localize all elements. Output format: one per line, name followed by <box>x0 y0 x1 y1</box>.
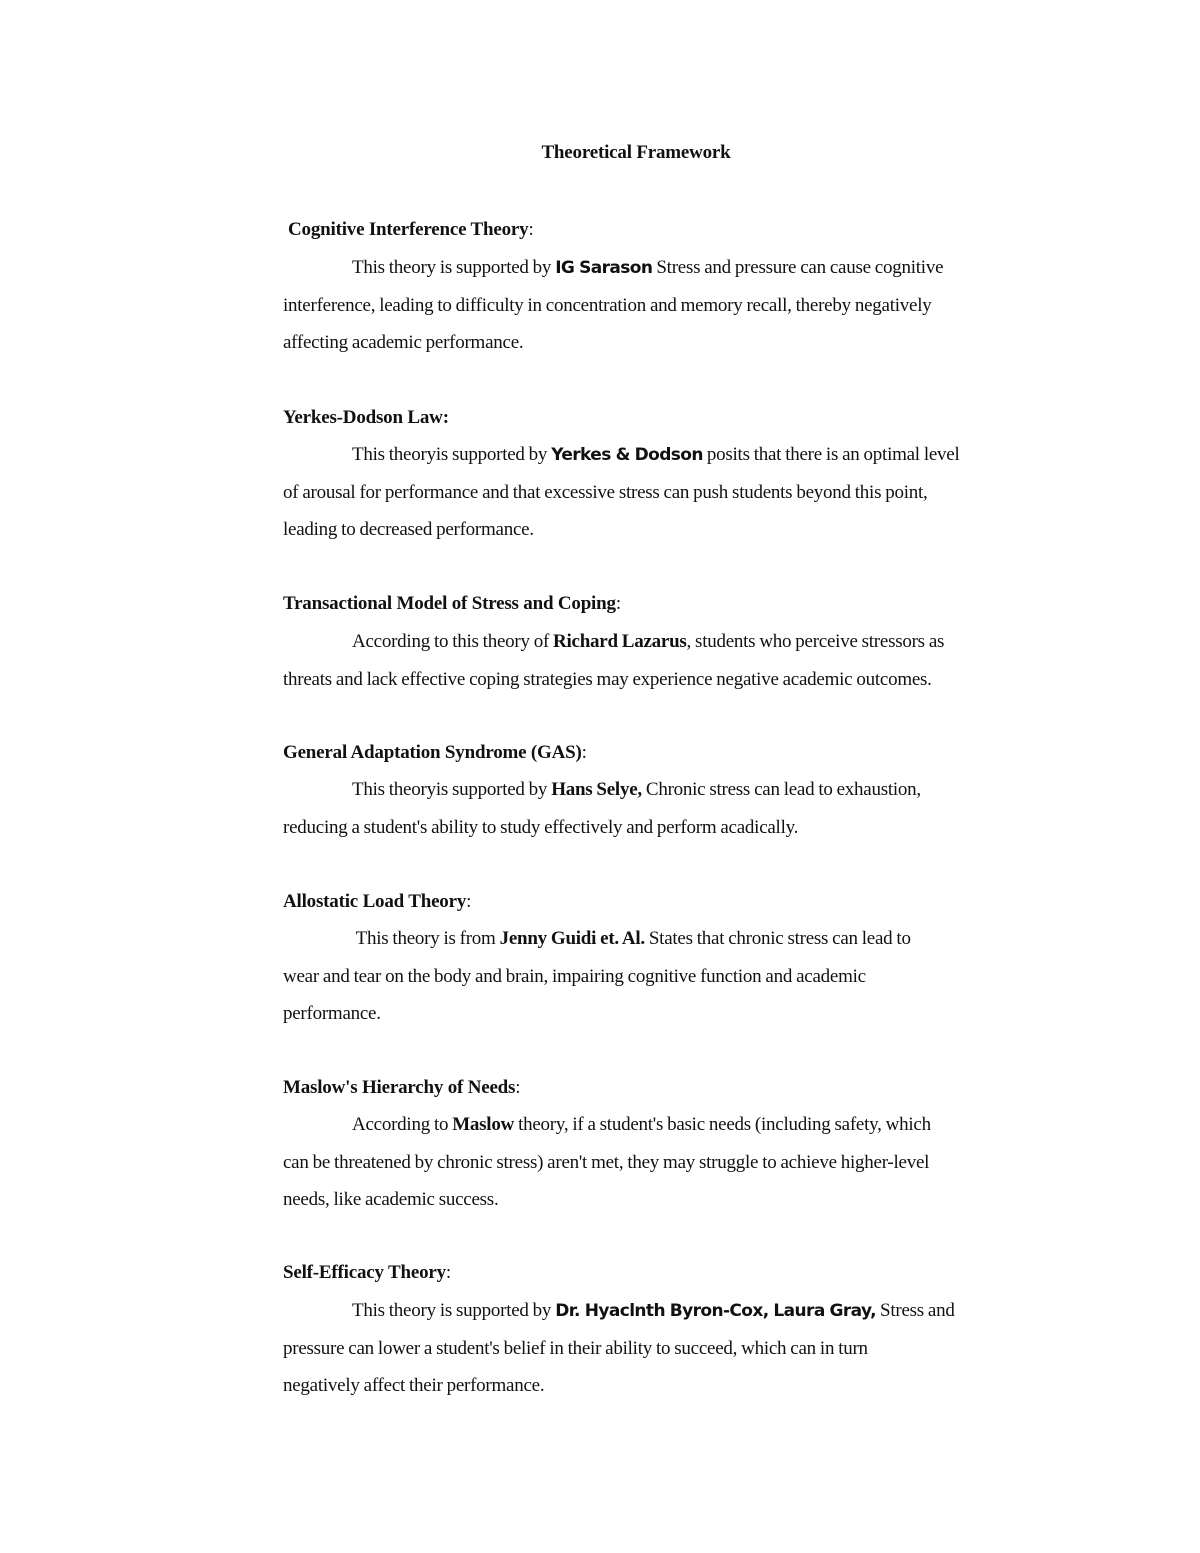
body-line: leading to decreased performance. <box>283 519 534 540</box>
body-line: performance. <box>283 1003 381 1024</box>
section-general-adaptation-syndrome <box>283 734 1073 771</box>
body-text: , students who perceive stressors as <box>686 631 945 652</box>
body-line: of arousal for performance and that excessive stress can push students beyond this point, <box>283 481 928 503</box>
section-heading <box>283 1254 1073 1291</box>
body-text: According to this theory of <box>352 631 554 652</box>
body-text: According to <box>352 1114 453 1135</box>
page-title: Theoretical Framework <box>541 142 731 163</box>
heading-text: Cognitive Interference Theory <box>288 219 529 240</box>
body-line: reducing a student's ability to study effectively and perform acadically. <box>283 816 799 838</box>
author-name: Richard Lazarus <box>553 631 687 652</box>
body-text: This theoryis supported by <box>352 779 552 800</box>
section-heading <box>283 734 1073 771</box>
section-body <box>283 436 1073 549</box>
body-line <box>283 436 1073 474</box>
heading-text: Maslow's Hierarchy of Needs <box>283 1077 516 1098</box>
section-heading <box>288 211 1078 248</box>
heading-text: Self-Efficacy Theory <box>283 1262 446 1283</box>
body-line: interference, leading to difficulty in concentration and memory recall, thereby negatively <box>283 294 932 316</box>
body-line <box>283 249 1073 287</box>
body-line: threats and lack effective coping strategies may experience negative academic outcomes. <box>283 668 932 690</box>
heading-colon: : <box>581 742 587 763</box>
author-name: Jenny Guidi et. Al. <box>499 928 645 949</box>
heading-text: Yerkes-Dodson Law: <box>283 407 449 428</box>
body-line <box>283 1292 1073 1330</box>
body-text: This theoryis supported by <box>352 444 552 465</box>
body-text: This theory is supported by <box>352 1300 556 1321</box>
section-body <box>283 920 1073 1033</box>
section-heading <box>283 585 1073 622</box>
author-name: Yerkes & Dodson <box>551 445 703 465</box>
body-text: Stress and <box>876 1300 955 1321</box>
body-line: negatively affect their performance. <box>283 1375 545 1396</box>
heading-colon: : <box>445 1262 452 1283</box>
section-body <box>283 771 1073 846</box>
section-heading <box>283 883 1073 920</box>
author-name: Dr. Hyaclnth Byron-Cox, Laura Gray, <box>555 1301 877 1321</box>
section-cognitive-interference <box>288 211 1078 248</box>
body-text: This theory is supported by <box>352 257 556 278</box>
body-text: Stress and pressure can cause cognitive <box>652 257 944 278</box>
section-heading <box>283 399 1073 436</box>
body-line <box>283 920 1073 958</box>
heading-colon: : <box>528 219 534 240</box>
section-body <box>283 1292 1073 1405</box>
heading-text: Transactional Model of Stress and Coping <box>283 593 616 614</box>
author-name: IG Sarason <box>555 258 653 278</box>
heading-colon: : <box>615 593 621 614</box>
section-allostatic-load <box>283 883 1073 920</box>
body-text: States that chronic stress can lead to <box>644 928 911 949</box>
section-heading <box>283 1069 1073 1106</box>
body-line: affecting academic performance. <box>283 332 524 353</box>
heading-text: Allostatic Load Theory <box>283 891 467 912</box>
section-self-efficacy <box>283 1254 1073 1291</box>
body-line <box>283 771 1073 809</box>
heading-colon: : <box>515 1077 521 1098</box>
heading-text: General Adaptation Syndrome (GAS) <box>283 742 582 763</box>
body-text: Chronic stress can lead to exhaustion, <box>641 779 921 800</box>
section-body <box>283 623 1073 698</box>
heading-colon: : <box>466 891 472 912</box>
body-line: wear and tear on the body and brain, impairing cognitive function and academic <box>283 965 866 987</box>
author-name: Maslow <box>452 1114 515 1135</box>
body-line <box>283 623 1073 661</box>
body-line: needs, like academic success. <box>283 1189 499 1210</box>
section-yerkes-dodson <box>283 399 1073 436</box>
section-transactional-model <box>283 585 1073 622</box>
section-maslow-hierarchy <box>283 1069 1073 1106</box>
body-line: pressure can lower a student's belief in their ability to succeed, which can in turn <box>283 1337 868 1359</box>
body-text: This theory is from <box>352 928 500 949</box>
body-line <box>283 1106 1073 1144</box>
body-line: can be threatened by chronic stress) aren't met, they may struggle to achieve higher-level <box>283 1151 930 1173</box>
body-text: theory, if a student's basic needs (including safety, which <box>514 1114 931 1135</box>
section-body <box>283 1106 1073 1219</box>
body-text: posits that there is an optimal level <box>702 444 960 465</box>
section-body <box>283 249 1073 362</box>
author-name: Hans Selye, <box>551 779 642 800</box>
